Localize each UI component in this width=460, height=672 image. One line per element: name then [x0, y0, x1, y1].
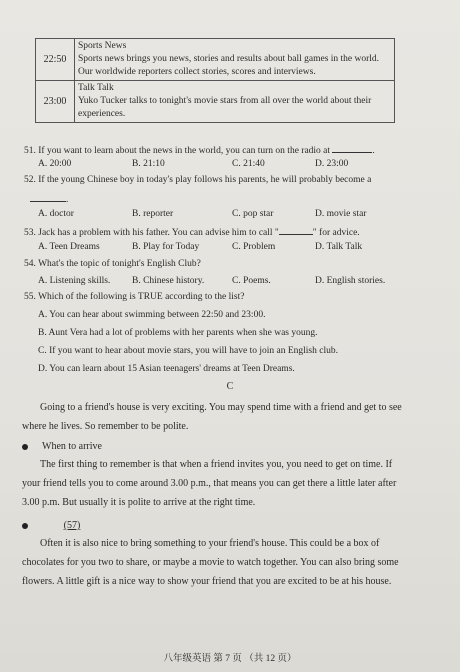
question-55: 55. Which of the following is TRUE according to the list? — [24, 292, 245, 302]
option-a: A. Teen Dreams — [38, 242, 100, 252]
question-51 — [24, 143, 375, 157]
question-54: 54. What's the topic of tonight's English Club? — [24, 259, 201, 269]
program-cell — [75, 81, 395, 123]
question-tail: . — [372, 146, 375, 156]
option-b: B. reporter — [132, 209, 174, 219]
option-d: D. movie star — [315, 209, 367, 219]
intro-paragraph: Going to a friend's house is very exciting. You may spend time with a friend and get to see where he lives. So remember to be polite. — [22, 402, 402, 432]
option-a: A. doctor — [38, 209, 74, 219]
question-text: 51. If you want to learn about the news in the world, you can turn on the radio at — [24, 146, 331, 156]
program-title: Sports News — [78, 41, 127, 51]
question-tail: " for advice. — [312, 228, 360, 238]
bullet-icon — [22, 444, 28, 450]
question-52: 52. If the young Chinese boy in today's play follows his parents, he will probably become a — [24, 175, 372, 185]
option-a: A. You can hear about swimming between 22:50 and 23:00. — [38, 310, 266, 320]
answer-blank — [30, 192, 66, 202]
arrival-paragraph: The first thing to remember is that when a friend invites you, you need to get on time. If your friend tells you to come around 3.00 p.m., that means you can get there a little later after 3.00 p.m. But usually it is polite to arrive at the right time. — [22, 459, 397, 508]
subheading-text: When to arrive — [42, 441, 102, 452]
blank-57: (57) — [63, 520, 81, 531]
answer-blank — [279, 225, 313, 235]
option-b: B. Aunt Vera had a lot of problems with her parents when she was young. — [38, 328, 318, 338]
option-d: D. You can learn about 15 Asian teenagers' dreams at Teen Dreams. — [38, 364, 295, 374]
option-b: B. Chinese history. — [132, 276, 205, 286]
answer-blank — [332, 143, 372, 153]
subheading-when-to-arrive — [22, 441, 102, 453]
question-53 — [24, 225, 360, 239]
program-description: Sports news brings you news, stories and results about ball games in the world. Our worldwide reporters collect stories, scores and interviews. — [78, 54, 380, 77]
question-text: 53. Jack has a problem with his father. You can advise him to call " — [24, 228, 279, 238]
program-time: 23:00 — [36, 81, 75, 123]
option-c: C. pop star — [232, 209, 274, 219]
option-c: C. 21:40 — [232, 159, 265, 169]
option-c: C. If you want to hear about movie stars, you will have to join an English club. — [38, 346, 338, 356]
program-cell — [75, 39, 395, 81]
program-title: Talk Talk — [78, 83, 114, 93]
question-tail: . — [66, 195, 69, 205]
page-footer: 八年级英语 第 7 页 （共 12 页） — [163, 654, 297, 664]
option-c: C. Poems. — [232, 276, 271, 286]
table-row — [36, 39, 395, 81]
program-description: Yuko Tucker talks to tonight's movie stars from all over the world about their experiences. — [78, 96, 372, 119]
option-d: D. Talk Talk — [315, 242, 363, 252]
section-letter: C — [226, 381, 234, 392]
subheading-blank-57 — [22, 520, 102, 532]
option-b: B. 21:10 — [132, 159, 165, 169]
table-row — [36, 81, 395, 123]
option-d: D. English stories. — [315, 276, 386, 286]
gift-paragraph: Often it is also nice to bring something to your friend's house. This could be a box of chocolates for you two to share, or maybe a movie to watch together. You can also bring some flowers. A little gift is a nice way to show your friend that you are excited to be at his house. — [22, 538, 399, 587]
option-a: A. 20:00 — [38, 159, 72, 169]
option-c: C. Problem — [232, 242, 276, 252]
option-d: D. 23:00 — [315, 159, 349, 169]
answer-line — [30, 192, 68, 206]
bullet-icon — [22, 523, 28, 529]
program-schedule-table — [35, 38, 395, 123]
option-a: A. Listening skills. — [38, 276, 111, 286]
option-b: B. Play for Today — [132, 242, 200, 252]
program-time: 22:50 — [36, 39, 75, 81]
